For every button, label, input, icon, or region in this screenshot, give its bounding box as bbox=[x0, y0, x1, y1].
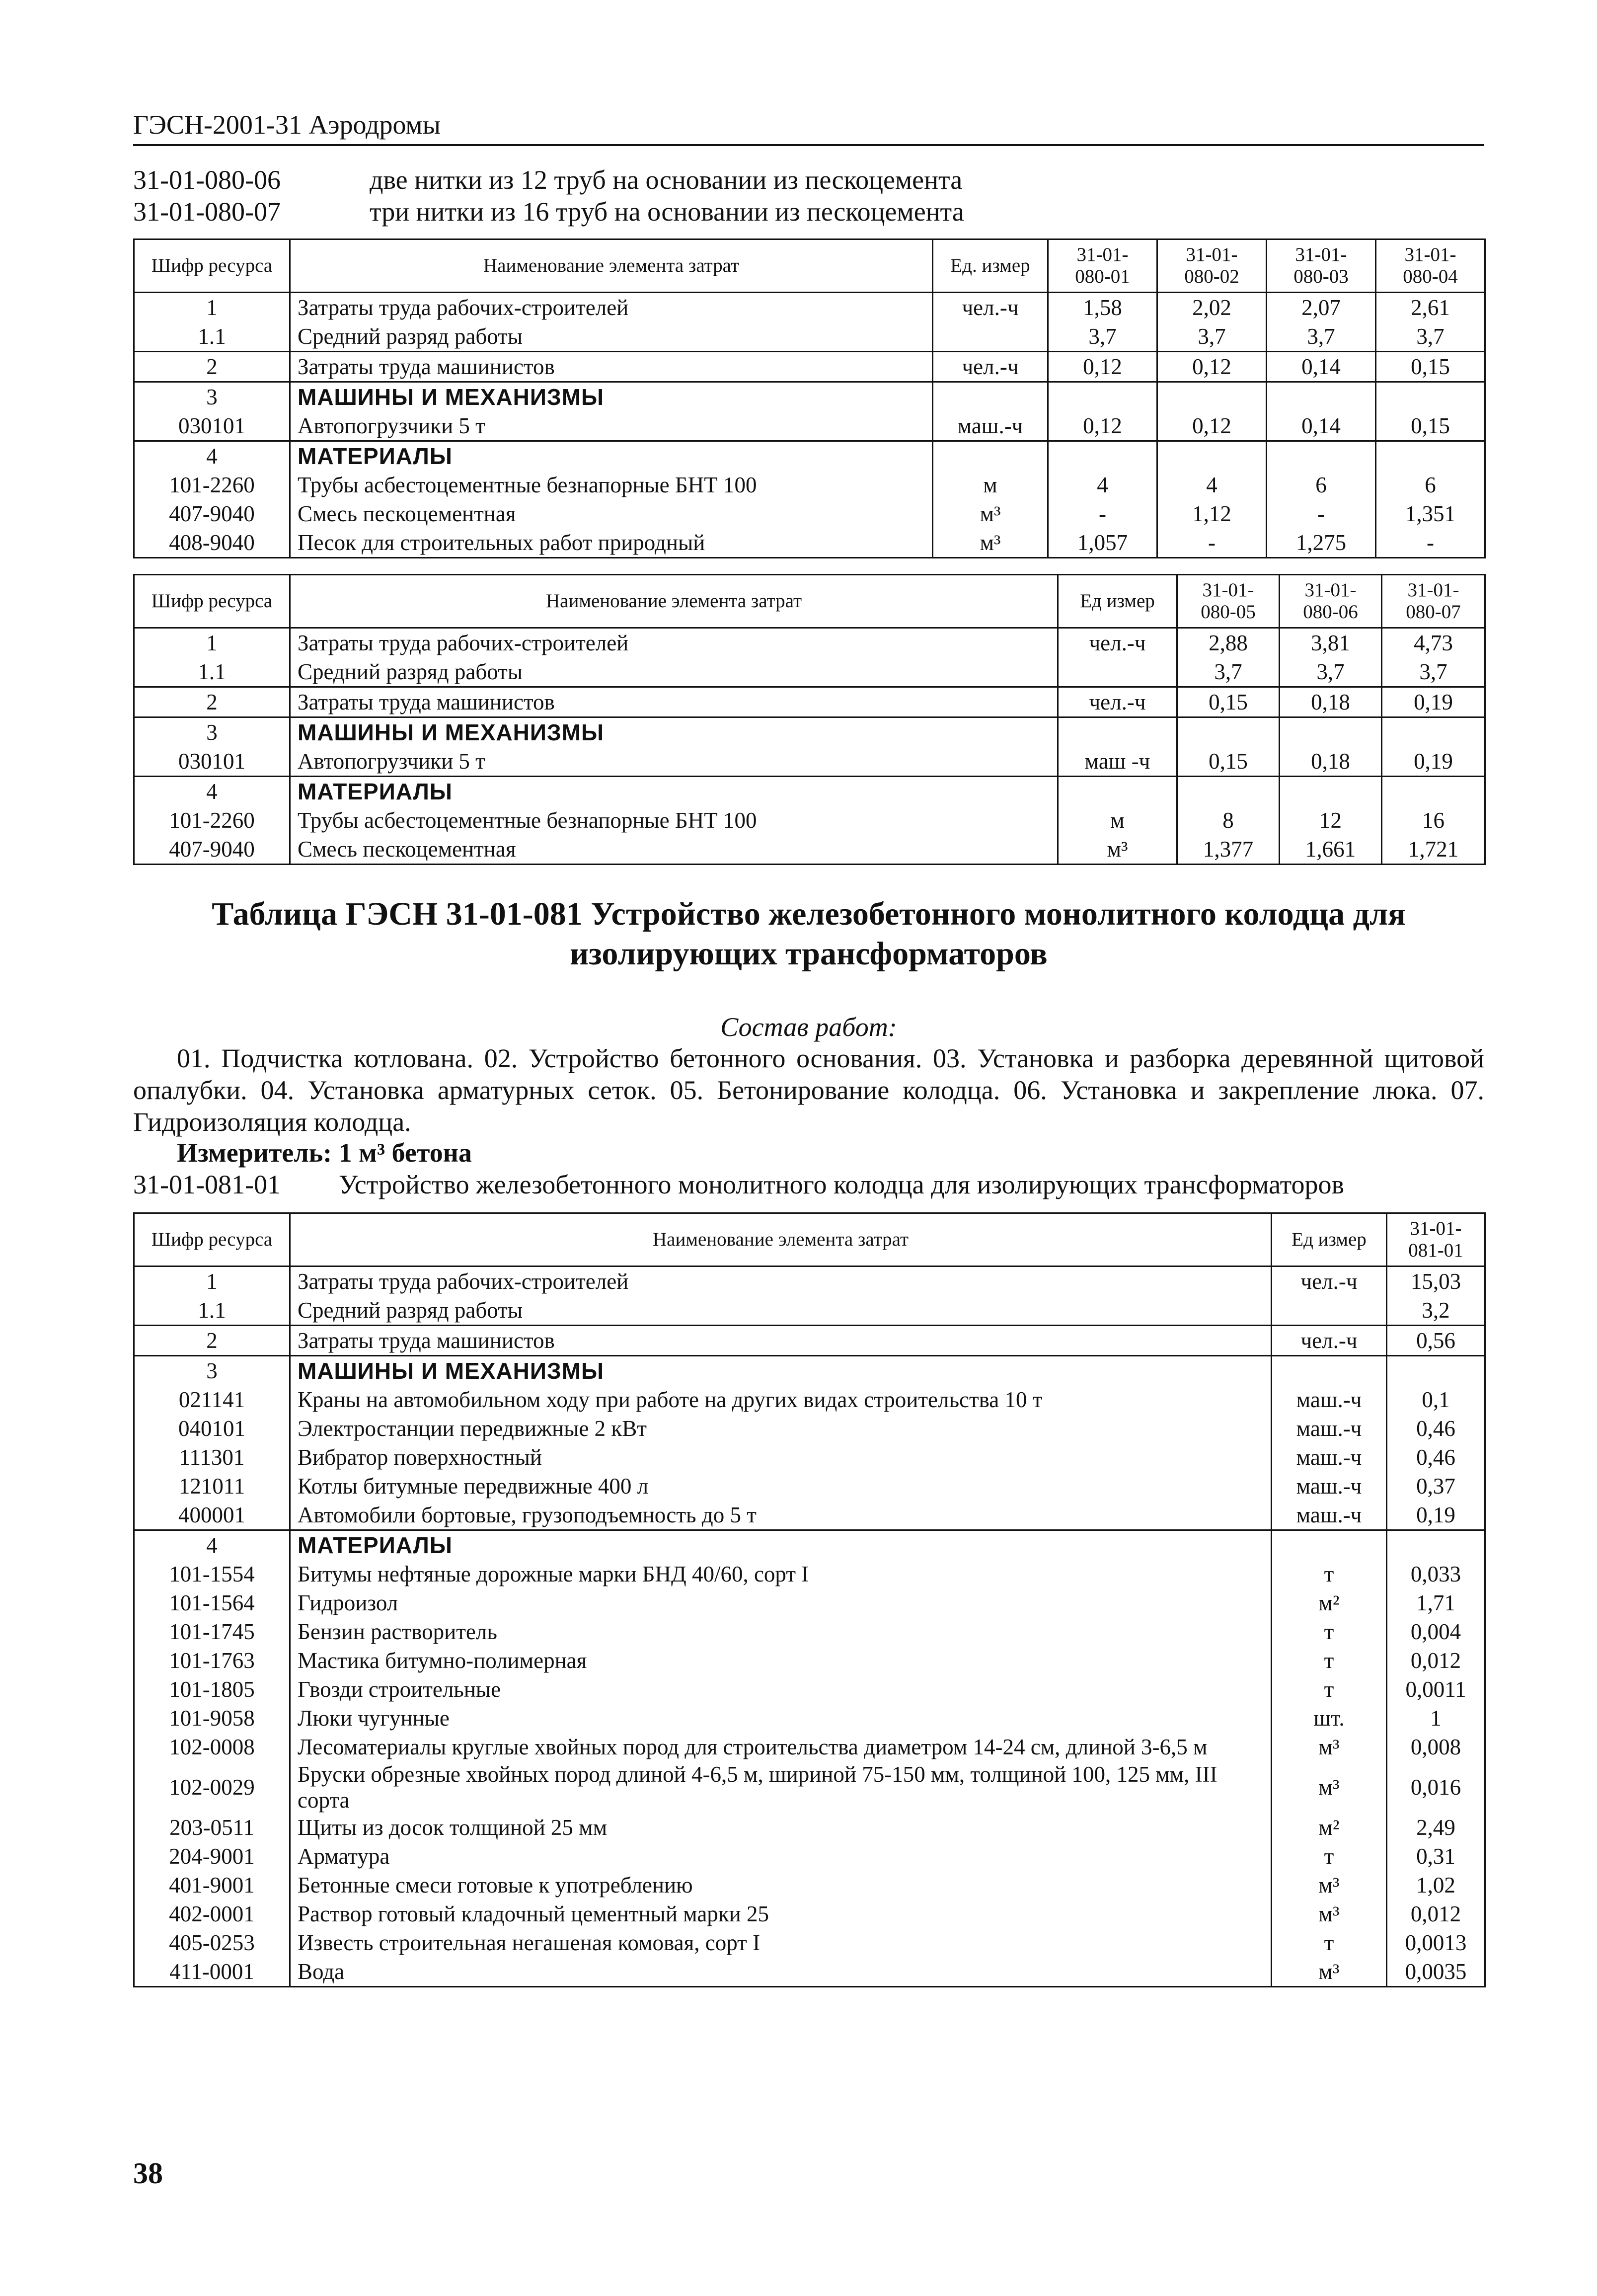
code-line bbox=[133, 1169, 1344, 1200]
column-header: 31-01- 080-06 bbox=[1280, 575, 1382, 628]
value-cell: 0,012 bbox=[1387, 1900, 1485, 1928]
value-cell: 6 bbox=[1267, 471, 1376, 499]
resource-name-cell: Затраты труда рабочих-строителей bbox=[290, 293, 933, 322]
column-header: Наименование элемента затрат bbox=[290, 575, 1058, 628]
unit-cell: м² bbox=[1272, 1588, 1387, 1617]
table-row bbox=[134, 1588, 1485, 1617]
resource-code-cell: 1.1 bbox=[134, 657, 290, 687]
resource-name-cell: Затраты труда рабочих-строителей bbox=[290, 1267, 1272, 1296]
table-row bbox=[134, 1617, 1485, 1646]
resource-name-cell: Арматура bbox=[290, 1842, 1272, 1871]
resource-code-cell: 030101 bbox=[134, 747, 290, 777]
work-composition-text: 01. Подчистка котлована. 02. Устройство бетонного основания. 03. Установка и разборка деревянной щитовой опалубки. 04. Установка арматурных сеток. 05. Бетонирование колодца. 06. Установка и закрепление люка. 07. Гидроизоляция колодца. bbox=[133, 1043, 1484, 1137]
value-cell: 15,03 bbox=[1387, 1267, 1485, 1296]
value-cell: 1,275 bbox=[1267, 528, 1376, 558]
resource-name-cell: Затраты труда машинистов bbox=[290, 687, 1058, 717]
table-row bbox=[134, 441, 1485, 471]
resource-table-2 bbox=[133, 574, 1486, 865]
code-number: 31-01-081-01 bbox=[133, 1170, 281, 1199]
resource-code-cell: 1.1 bbox=[134, 1296, 290, 1326]
resource-name-cell: Вода bbox=[290, 1957, 1272, 1987]
resource-name-cell: Котлы битумные передвижные 400 л bbox=[290, 1472, 1272, 1501]
value-cell: 0,19 bbox=[1382, 687, 1485, 717]
value-cell: 4 bbox=[1157, 471, 1267, 499]
resource-code-cell: 407-9040 bbox=[134, 499, 290, 528]
value-cell: 2,02 bbox=[1157, 293, 1267, 322]
value-cell: 0,033 bbox=[1387, 1560, 1485, 1588]
resource-code-cell: 1 bbox=[134, 1267, 290, 1296]
resource-name-cell: Автопогрузчики 5 т bbox=[290, 411, 933, 441]
value-cell: 3,7 bbox=[1267, 322, 1376, 352]
unit-cell: т bbox=[1272, 1675, 1387, 1704]
resource-name-cell: Средний разряд работы bbox=[290, 1296, 1272, 1326]
resource-code-cell: 2 bbox=[134, 352, 290, 382]
table-row bbox=[134, 1267, 1485, 1296]
work-composition-heading: Состав работ: bbox=[720, 1012, 897, 1042]
unit-cell: чел.-ч bbox=[933, 352, 1048, 382]
value-cell: 0,18 bbox=[1280, 747, 1382, 777]
resource-name-cell: Вибратор поверхностный bbox=[290, 1443, 1272, 1472]
table-row bbox=[134, 352, 1485, 382]
column-header: Шифр ресурса bbox=[134, 239, 290, 293]
column-header: Ед. измер bbox=[933, 239, 1048, 293]
table-row bbox=[134, 628, 1485, 658]
resource-code-cell: 102-0029 bbox=[134, 1761, 290, 1813]
table-row bbox=[134, 1704, 1485, 1733]
unit-cell: чел.-ч bbox=[1058, 628, 1177, 658]
resource-table-3 bbox=[133, 1212, 1486, 1987]
resource-name-cell: Известь строительная негашеная комовая, сорт I bbox=[290, 1928, 1272, 1957]
table-row bbox=[134, 411, 1485, 441]
table-row bbox=[134, 1871, 1485, 1900]
table-row bbox=[134, 1385, 1485, 1414]
value-cell: 0,46 bbox=[1387, 1414, 1485, 1443]
resource-code-cell: 4 bbox=[134, 777, 290, 806]
resource-name-cell: Средний разряд работы bbox=[290, 322, 933, 352]
unit-cell: м³ bbox=[1272, 1733, 1387, 1761]
value-cell: 3,7 bbox=[1157, 322, 1267, 352]
table-row bbox=[134, 471, 1485, 499]
unit-cell: т bbox=[1272, 1928, 1387, 1957]
unit-cell: м bbox=[933, 471, 1048, 499]
column-header: Ед измер bbox=[1272, 1213, 1387, 1267]
value-cell: 0,14 bbox=[1267, 411, 1376, 441]
value-cell: 0,012 bbox=[1387, 1646, 1485, 1675]
value-cell: 1,377 bbox=[1177, 835, 1280, 865]
unit-cell: маш.-ч bbox=[1272, 1501, 1387, 1530]
resource-name-cell: Бетонные смеси готовые к употреблению bbox=[290, 1871, 1272, 1900]
table-row bbox=[134, 835, 1485, 865]
unit-cell: маш.-ч bbox=[1272, 1472, 1387, 1501]
resource-code-cell: 101-1564 bbox=[134, 1588, 290, 1617]
value-cell bbox=[1280, 717, 1382, 747]
value-cell bbox=[1376, 441, 1485, 471]
value-cell: 1,02 bbox=[1387, 1871, 1485, 1900]
code-description: две нитки из 12 труб на основании из пескоцемента bbox=[370, 165, 963, 195]
table-row bbox=[134, 1733, 1485, 1761]
value-cell bbox=[1177, 777, 1280, 806]
resource-code-cell: 400001 bbox=[134, 1501, 290, 1530]
column-header: Шифр ресурса bbox=[134, 1213, 290, 1267]
value-cell: 0,56 bbox=[1387, 1326, 1485, 1356]
table-header-row bbox=[134, 575, 1485, 628]
value-cell: 3,7 bbox=[1376, 322, 1485, 352]
value-cell: - bbox=[1376, 528, 1485, 558]
table-row bbox=[134, 1761, 1485, 1813]
table-row bbox=[134, 1900, 1485, 1928]
value-cell: 0,15 bbox=[1177, 747, 1280, 777]
resource-code-cell: 405-0253 bbox=[134, 1928, 290, 1957]
unit-cell: м³ bbox=[933, 499, 1048, 528]
resource-name-cell: Электростанции передвижные 2 кВт bbox=[290, 1414, 1272, 1443]
resource-name-cell: Краны на автомобильном ходу при работе на других видах строительства 10 т bbox=[290, 1385, 1272, 1414]
measure-line bbox=[177, 1137, 472, 1169]
resource-code-cell: 407-9040 bbox=[134, 835, 290, 865]
column-header: Наименование элемента затрат bbox=[290, 239, 933, 293]
unit-cell: м³ bbox=[1058, 835, 1177, 865]
value-cell: - bbox=[1267, 499, 1376, 528]
unit-cell: т bbox=[1272, 1560, 1387, 1588]
resource-name-cell: МАТЕРИАЛЫ bbox=[290, 1530, 1272, 1560]
table-row bbox=[134, 1530, 1485, 1560]
table-row bbox=[134, 717, 1485, 747]
value-cell bbox=[1280, 777, 1382, 806]
unit-cell bbox=[1058, 717, 1177, 747]
resource-code-cell: 401-9001 bbox=[134, 1871, 290, 1900]
resource-code-cell: 040101 bbox=[134, 1414, 290, 1443]
resource-name-cell: Гидроизол bbox=[290, 1588, 1272, 1617]
resource-name-cell: МАШИНЫ И МЕХАНИЗМЫ bbox=[290, 382, 933, 412]
value-cell: 1,721 bbox=[1382, 835, 1485, 865]
value-cell: 1 bbox=[1387, 1704, 1485, 1733]
table-header-row bbox=[134, 1213, 1485, 1267]
resource-name-cell: Мастика битумно-полимерная bbox=[290, 1646, 1272, 1675]
resource-name-cell: Затраты труда машинистов bbox=[290, 1326, 1272, 1356]
unit-cell: м³ bbox=[1272, 1957, 1387, 1987]
value-cell: 0,0013 bbox=[1387, 1928, 1485, 1957]
table-row bbox=[134, 499, 1485, 528]
table-row bbox=[134, 747, 1485, 777]
value-cell: 3,2 bbox=[1387, 1296, 1485, 1326]
resource-code-cell: 101-1805 bbox=[134, 1675, 290, 1704]
unit-cell: м² bbox=[1272, 1813, 1387, 1842]
unit-cell: т bbox=[1272, 1646, 1387, 1675]
value-cell bbox=[1387, 1530, 1485, 1560]
resource-code-cell: 101-2260 bbox=[134, 471, 290, 499]
unit-cell: м³ bbox=[933, 528, 1048, 558]
table-row bbox=[134, 1326, 1485, 1356]
measure-value: 1 м³ бетона bbox=[338, 1138, 472, 1168]
value-cell: 0,0035 bbox=[1387, 1957, 1485, 1987]
value-cell: 2,61 bbox=[1376, 293, 1485, 322]
value-cell: 0,46 bbox=[1387, 1443, 1485, 1472]
value-cell: - bbox=[1048, 499, 1157, 528]
value-cell: 3,7 bbox=[1048, 322, 1157, 352]
column-header: Ед измер bbox=[1058, 575, 1177, 628]
table-section-title: Таблица ГЭСН 31-01-081 Устройство железобетонного монолитного колодца для изолирующих трансформаторов bbox=[212, 896, 1406, 972]
code-description: Устройство железобетонного монолитного колодца для изолирующих трансформаторов bbox=[339, 1170, 1345, 1199]
code-line bbox=[133, 164, 962, 196]
code-number: 31-01-080-07 bbox=[133, 197, 281, 227]
column-header: 31-01- 080-07 bbox=[1382, 575, 1485, 628]
table-row bbox=[134, 382, 1485, 412]
resource-name-cell: Битумы нефтяные дорожные марки БНД 40/60, сорт I bbox=[290, 1560, 1272, 1588]
table-row bbox=[134, 657, 1485, 687]
table-row bbox=[134, 1813, 1485, 1842]
value-cell: 0,12 bbox=[1157, 411, 1267, 441]
value-cell bbox=[1157, 441, 1267, 471]
unit-cell: чел.-ч bbox=[933, 293, 1048, 322]
table-row bbox=[134, 1842, 1485, 1871]
resource-name-cell: Средний разряд работы bbox=[290, 657, 1058, 687]
column-header: 31-01- 080-01 bbox=[1048, 239, 1157, 293]
unit-cell: маш -ч bbox=[1058, 747, 1177, 777]
resource-code-cell: 3 bbox=[134, 382, 290, 412]
unit-cell: т bbox=[1272, 1842, 1387, 1871]
value-cell bbox=[1382, 777, 1485, 806]
column-header: 31-01- 080-02 bbox=[1157, 239, 1267, 293]
unit-cell: м bbox=[1058, 806, 1177, 835]
value-cell: 3,7 bbox=[1177, 657, 1280, 687]
resource-code-cell: 3 bbox=[134, 1356, 290, 1386]
resource-table-1 bbox=[133, 238, 1486, 558]
unit-cell: маш.-ч bbox=[1272, 1443, 1387, 1472]
resource-name-cell: Затраты труда рабочих-строителей bbox=[290, 628, 1058, 658]
unit-cell: т bbox=[1272, 1617, 1387, 1646]
resource-code-cell: 3 bbox=[134, 717, 290, 747]
resource-code-cell: 111301 bbox=[134, 1443, 290, 1472]
table-row bbox=[134, 1356, 1485, 1386]
resource-code-cell: 1.1 bbox=[134, 322, 290, 352]
value-cell: 0,37 bbox=[1387, 1472, 1485, 1501]
value-cell: 0,15 bbox=[1376, 411, 1485, 441]
value-cell: 0,008 bbox=[1387, 1733, 1485, 1761]
value-cell bbox=[1387, 1356, 1485, 1386]
resource-code-cell: 4 bbox=[134, 1530, 290, 1560]
resource-name-cell: Автомобили бортовые, грузоподъемность до 5 т bbox=[290, 1501, 1272, 1530]
value-cell bbox=[1382, 717, 1485, 747]
column-header: 31-01- 080-04 bbox=[1376, 239, 1485, 293]
resource-code-cell: 101-2260 bbox=[134, 806, 290, 835]
value-cell: 1,351 bbox=[1376, 499, 1485, 528]
unit-cell: маш.-ч bbox=[1272, 1414, 1387, 1443]
table-header-row bbox=[134, 239, 1485, 293]
code-number: 31-01-080-06 bbox=[133, 165, 281, 195]
table-row bbox=[134, 1675, 1485, 1704]
table-row bbox=[134, 806, 1485, 835]
resource-name-cell: Смесь пескоцементная bbox=[290, 499, 933, 528]
resource-name-cell: Лесоматериалы круглые хвойных пород для строительства диаметром 14-24 см, длиной 3-6,5 м bbox=[290, 1733, 1272, 1761]
value-cell: 0,004 bbox=[1387, 1617, 1485, 1646]
resource-name-cell: Щиты из досок толщиной 25 мм bbox=[290, 1813, 1272, 1842]
resource-name-cell: Смесь пескоцементная bbox=[290, 835, 1058, 865]
value-cell: 1,057 bbox=[1048, 528, 1157, 558]
value-cell: 2,49 bbox=[1387, 1813, 1485, 1842]
resource-code-cell: 1 bbox=[134, 293, 290, 322]
unit-cell bbox=[1058, 657, 1177, 687]
resource-code-cell: 408-9040 bbox=[134, 528, 290, 558]
value-cell bbox=[1048, 441, 1157, 471]
unit-cell bbox=[933, 441, 1048, 471]
table-row bbox=[134, 1560, 1485, 1588]
value-cell: 2,88 bbox=[1177, 628, 1280, 658]
resource-code-cell: 101-1745 bbox=[134, 1617, 290, 1646]
unit-cell: шт. bbox=[1272, 1704, 1387, 1733]
value-cell: 1,58 bbox=[1048, 293, 1157, 322]
table-row bbox=[134, 1501, 1485, 1530]
value-cell: 3,7 bbox=[1382, 657, 1485, 687]
value-cell: 16 bbox=[1382, 806, 1485, 835]
table-row bbox=[134, 687, 1485, 717]
value-cell: 1,661 bbox=[1280, 835, 1382, 865]
unit-cell: чел.-ч bbox=[1272, 1326, 1387, 1356]
value-cell: 0,1 bbox=[1387, 1385, 1485, 1414]
value-cell bbox=[1177, 717, 1280, 747]
value-cell bbox=[1376, 382, 1485, 412]
column-header: Наименование элемента затрат bbox=[290, 1213, 1272, 1267]
value-cell: 2,07 bbox=[1267, 293, 1376, 322]
value-cell: 0,12 bbox=[1157, 352, 1267, 382]
value-cell: - bbox=[1157, 528, 1267, 558]
table-row bbox=[134, 1928, 1485, 1957]
value-cell: 4,73 bbox=[1382, 628, 1485, 658]
resource-code-cell: 204-9001 bbox=[134, 1842, 290, 1871]
unit-cell: м³ bbox=[1272, 1871, 1387, 1900]
resource-code-cell: 102-0008 bbox=[134, 1733, 290, 1761]
resource-name-cell: Трубы асбестоцементные безнапорные БНТ 100 bbox=[290, 806, 1058, 835]
value-cell: 12 bbox=[1280, 806, 1382, 835]
unit-cell bbox=[1272, 1296, 1387, 1326]
resource-name-cell: МАТЕРИАЛЫ bbox=[290, 441, 933, 471]
resource-name-cell: Раствор готовый кладочный цементный марки 25 bbox=[290, 1900, 1272, 1928]
value-cell: 0,18 bbox=[1280, 687, 1382, 717]
unit-cell: чел.-ч bbox=[1272, 1267, 1387, 1296]
table-row bbox=[134, 1443, 1485, 1472]
resource-name-cell: Трубы асбестоцементные безнапорные БНТ 100 bbox=[290, 471, 933, 499]
unit-cell bbox=[1272, 1530, 1387, 1560]
resource-name-cell: МАШИНЫ И МЕХАНИЗМЫ bbox=[290, 1356, 1272, 1386]
resource-code-cell: 101-1763 bbox=[134, 1646, 290, 1675]
resource-name-cell: Затраты труда машинистов bbox=[290, 352, 933, 382]
resource-code-cell: 030101 bbox=[134, 411, 290, 441]
resource-code-cell: 101-1554 bbox=[134, 1560, 290, 1588]
value-cell bbox=[1267, 382, 1376, 412]
table-row bbox=[134, 1472, 1485, 1501]
resource-code-cell: 2 bbox=[134, 687, 290, 717]
resource-code-cell: 121011 bbox=[134, 1472, 290, 1501]
unit-cell bbox=[933, 382, 1048, 412]
value-cell: 0,15 bbox=[1376, 352, 1485, 382]
column-header: Шифр ресурса bbox=[134, 575, 290, 628]
unit-cell: чел.-ч bbox=[1058, 687, 1177, 717]
table-row bbox=[134, 293, 1485, 322]
column-header: 31-01- 080-05 bbox=[1177, 575, 1280, 628]
value-cell: 1,71 bbox=[1387, 1588, 1485, 1617]
unit-cell bbox=[1272, 1356, 1387, 1386]
unit-cell bbox=[933, 322, 1048, 352]
unit-cell: м³ bbox=[1272, 1900, 1387, 1928]
unit-cell: маш.-ч bbox=[1272, 1385, 1387, 1414]
resource-code-cell: 4 bbox=[134, 441, 290, 471]
resource-code-cell: 101-9058 bbox=[134, 1704, 290, 1733]
value-cell: 6 bbox=[1376, 471, 1485, 499]
value-cell: 0,19 bbox=[1382, 747, 1485, 777]
resource-name-cell: МАТЕРИАЛЫ bbox=[290, 777, 1058, 806]
table-row bbox=[134, 322, 1485, 352]
measure-label: Измеритель: bbox=[177, 1138, 332, 1168]
value-cell: 0,14 bbox=[1267, 352, 1376, 382]
resource-name-cell: МАШИНЫ И МЕХАНИЗМЫ bbox=[290, 717, 1058, 747]
table-row bbox=[134, 1296, 1485, 1326]
table-row bbox=[134, 528, 1485, 558]
resource-code-cell: 1 bbox=[134, 628, 290, 658]
resource-name-cell: Бруски обрезные хвойных пород длиной 4-6,5 м, шириной 75-150 мм, толщиной 100, 125 мм, III сорта bbox=[290, 1761, 1272, 1813]
running-header: ГЭСН-2001-31 Аэродромы bbox=[133, 105, 1484, 146]
resource-name-cell: Песок для строительных работ природный bbox=[290, 528, 933, 558]
column-header: 31-01- 081-01 bbox=[1387, 1213, 1485, 1267]
resource-name-cell: Гвозди строительные bbox=[290, 1675, 1272, 1704]
table-row bbox=[134, 1414, 1485, 1443]
value-cell: 1,12 bbox=[1157, 499, 1267, 528]
value-cell: 0,12 bbox=[1048, 411, 1157, 441]
page-number: 38 bbox=[133, 2157, 163, 2190]
value-cell bbox=[1267, 441, 1376, 471]
value-cell: 4 bbox=[1048, 471, 1157, 499]
resource-code-cell: 2 bbox=[134, 1326, 290, 1356]
value-cell: 0,19 bbox=[1387, 1501, 1485, 1530]
value-cell: 3,7 bbox=[1280, 657, 1382, 687]
value-cell: 0,15 bbox=[1177, 687, 1280, 717]
value-cell: 0,0011 bbox=[1387, 1675, 1485, 1704]
value-cell bbox=[1048, 382, 1157, 412]
resource-code-cell: 411-0001 bbox=[134, 1957, 290, 1987]
value-cell: 0,12 bbox=[1048, 352, 1157, 382]
code-description: три нитки из 16 труб на основании из пескоцемента bbox=[370, 197, 964, 227]
value-cell: 0,31 bbox=[1387, 1842, 1485, 1871]
code-line bbox=[133, 196, 964, 228]
unit-cell: маш.-ч bbox=[933, 411, 1048, 441]
resource-code-cell: 203-0511 bbox=[134, 1813, 290, 1842]
value-cell: 3,81 bbox=[1280, 628, 1382, 658]
resource-name-cell: Бензин растворитель bbox=[290, 1617, 1272, 1646]
value-cell bbox=[1157, 382, 1267, 412]
table-row bbox=[134, 1646, 1485, 1675]
unit-cell bbox=[1058, 777, 1177, 806]
column-header: 31-01- 080-03 bbox=[1267, 239, 1376, 293]
resource-name-cell: Автопогрузчики 5 т bbox=[290, 747, 1058, 777]
resource-code-cell: 021141 bbox=[134, 1385, 290, 1414]
table-row bbox=[134, 777, 1485, 806]
resource-name-cell: Люки чугунные bbox=[290, 1704, 1272, 1733]
resource-code-cell: 402-0001 bbox=[134, 1900, 290, 1928]
unit-cell: м³ bbox=[1272, 1761, 1387, 1813]
value-cell: 0,016 bbox=[1387, 1761, 1485, 1813]
table-row bbox=[134, 1957, 1485, 1987]
value-cell: 8 bbox=[1177, 806, 1280, 835]
